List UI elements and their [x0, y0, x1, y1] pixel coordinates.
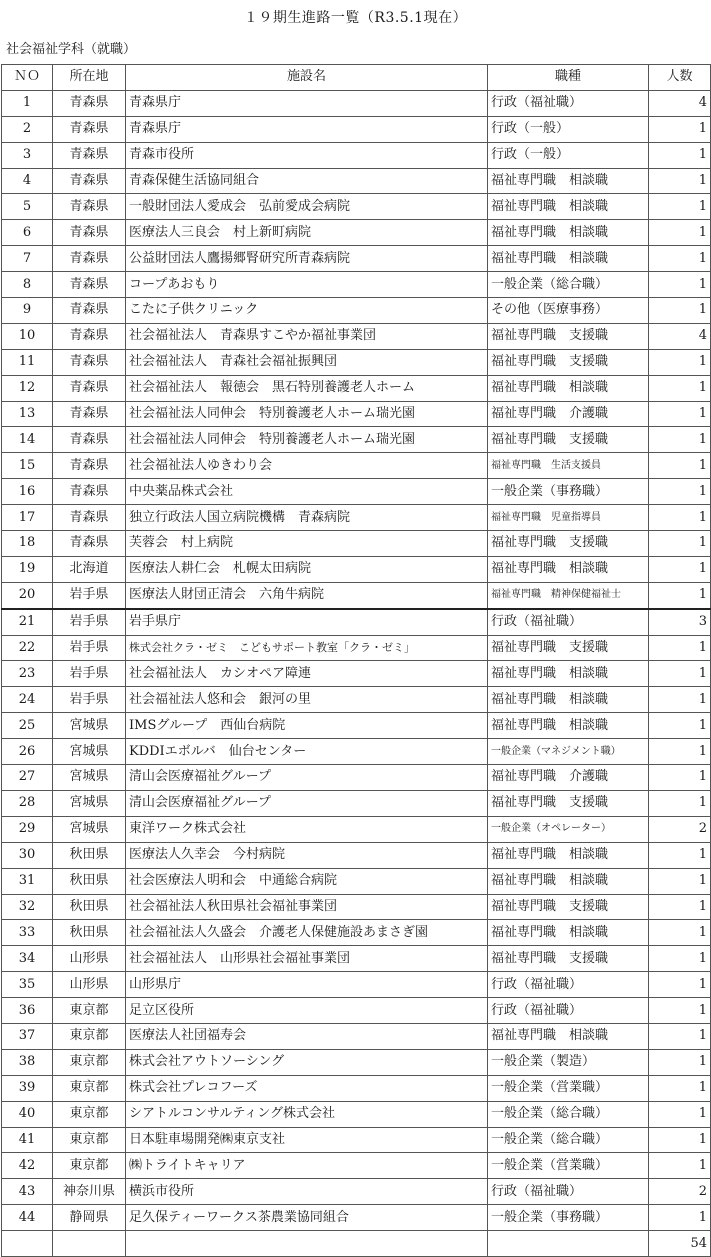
- row-facility: 株式会社プレコフーズ: [126, 1075, 488, 1101]
- row-count: 1: [649, 1153, 711, 1179]
- row-job-type: 一般企業（総合職）: [488, 272, 649, 298]
- row-job-type: 福祉専門職 相談職: [488, 661, 649, 687]
- row-job-type: 行政（福祉職）: [488, 1179, 649, 1205]
- row-count: 1: [649, 868, 711, 894]
- table-row: [2, 739, 711, 765]
- row-no: 22: [2, 635, 53, 661]
- row-job-type: 福祉専門職 相談職: [488, 842, 649, 868]
- row-count: 1: [649, 972, 711, 998]
- row-job-type: 福祉専門職 支援職: [488, 323, 649, 349]
- row-count: 1: [649, 635, 711, 661]
- row-facility: 青森保健生活協同組合: [126, 168, 488, 194]
- table-row: [2, 194, 711, 220]
- row-no: 16: [2, 479, 53, 505]
- row-facility: 一般財団法人愛成会 弘前愛成会病院: [126, 194, 488, 220]
- table-row: [2, 946, 711, 972]
- row-no: 4: [2, 168, 53, 194]
- row-location: 岩手県: [53, 687, 126, 713]
- row-job-type: 行政（福祉職）: [488, 609, 649, 635]
- row-facility: 東洋ワーク株式会社: [126, 816, 488, 842]
- table-row: [2, 816, 711, 842]
- table-header-row: [2, 65, 711, 91]
- row-facility: 足久保ティーワークス茶農業協同組合: [126, 1205, 488, 1231]
- table-row: [2, 323, 711, 349]
- row-job-type: 一般企業（総合職）: [488, 1101, 649, 1127]
- row-location: 東京都: [53, 1101, 126, 1127]
- row-facility: 社会福祉法人悠和会 銀河の里: [126, 687, 488, 713]
- row-location: 宮城県: [53, 713, 126, 739]
- row-count: 1: [649, 427, 711, 453]
- row-job-type: 行政（福祉職）: [488, 90, 649, 116]
- row-no: 6: [2, 220, 53, 246]
- row-location: 青森県: [53, 323, 126, 349]
- row-facility: 社会福祉法人ゆきわり会: [126, 453, 488, 479]
- row-job-type: 福祉専門職 相談職: [488, 713, 649, 739]
- row-location: 宮城県: [53, 739, 126, 765]
- table-row: [2, 713, 711, 739]
- row-job-type: 福祉専門職 相談職: [488, 920, 649, 946]
- row-job-type: 福祉専門職 相談職: [488, 194, 649, 220]
- row-job-type: 福祉専門職 相談職: [488, 556, 649, 582]
- total-empty-cell: [126, 1231, 488, 1257]
- header-no: ＮＯ: [2, 65, 53, 91]
- row-location: 東京都: [53, 1075, 126, 1101]
- section-subtitle: 社会福祉学科（就職）: [6, 42, 137, 57]
- row-no: 5: [2, 194, 53, 220]
- table-row: [2, 168, 711, 194]
- row-no: 14: [2, 427, 53, 453]
- row-job-type: 一般企業（営業職）: [488, 1075, 649, 1101]
- row-facility: こたに子供クリニック: [126, 298, 488, 324]
- row-job-type: 福祉専門職 精神保健福祉士: [488, 582, 649, 608]
- row-no: 10: [2, 323, 53, 349]
- row-location: 青森県: [53, 427, 126, 453]
- row-no: 23: [2, 661, 53, 687]
- table-row: [2, 609, 711, 635]
- row-facility: 社会福祉法人 報徳会 黒石特別養護老人ホーム: [126, 375, 488, 401]
- row-count: 1: [649, 946, 711, 972]
- row-no: 8: [2, 272, 53, 298]
- row-facility: 山形県庁: [126, 972, 488, 998]
- row-facility: IMSグループ 西仙台病院: [126, 713, 488, 739]
- table-row: [2, 1049, 711, 1075]
- row-job-type: 一般企業（事務職）: [488, 479, 649, 505]
- row-count: 1: [649, 765, 711, 791]
- row-count: 1: [649, 401, 711, 427]
- row-location: 秋田県: [53, 868, 126, 894]
- row-job-type: 一般企業（オペレーター）: [488, 816, 649, 842]
- row-location: 岩手県: [53, 609, 126, 635]
- row-job-type: 福祉専門職 相談職: [488, 220, 649, 246]
- row-location: 青森県: [53, 194, 126, 220]
- table-row: [2, 920, 711, 946]
- row-facility: 医療法人三良会 村上新町病院: [126, 220, 488, 246]
- table-row: [2, 453, 711, 479]
- row-location: 秋田県: [53, 894, 126, 920]
- row-count: 1: [649, 920, 711, 946]
- table-row: [2, 998, 711, 1024]
- row-facility: 社会福祉法人 青森社会福祉振興団: [126, 349, 488, 375]
- row-no: 36: [2, 998, 53, 1024]
- total-row: [2, 1231, 711, 1257]
- row-count: 1: [649, 842, 711, 868]
- row-facility: 株式会社クラ・ゼミ こどもサポート教室「クラ・ゼミ」: [126, 635, 488, 661]
- row-location: 青森県: [53, 168, 126, 194]
- row-location: 宮城県: [53, 765, 126, 791]
- row-no: 41: [2, 1127, 53, 1153]
- row-job-type: 福祉専門職 介護職: [488, 765, 649, 791]
- row-location: 青森県: [53, 479, 126, 505]
- row-location: 岩手県: [53, 661, 126, 687]
- row-facility: 芙蓉会 村上病院: [126, 531, 488, 557]
- row-location: 東京都: [53, 1049, 126, 1075]
- row-facility: 公益財団法人鷹揚郷腎研究所青森病院: [126, 246, 488, 272]
- row-no: 2: [2, 116, 53, 142]
- row-location: 岩手県: [53, 582, 126, 608]
- row-location: 山形県: [53, 972, 126, 998]
- row-facility: 独立行政法人国立病院機構 青森病院: [126, 505, 488, 531]
- row-location: 青森県: [53, 246, 126, 272]
- row-facility: 青森県庁: [126, 90, 488, 116]
- table-row: [2, 479, 711, 505]
- row-no: 12: [2, 375, 53, 401]
- row-job-type: 行政（福祉職）: [488, 998, 649, 1024]
- header-facility: 施設名: [126, 65, 488, 91]
- row-facility: 社会福祉法人久盛会 介護老人保健施設あまさぎ園: [126, 920, 488, 946]
- row-job-type: 一般企業（総合職）: [488, 1127, 649, 1153]
- row-count: 2: [649, 816, 711, 842]
- row-no: 26: [2, 739, 53, 765]
- row-facility: コープあおもり: [126, 272, 488, 298]
- table-row: [2, 661, 711, 687]
- row-no: 21: [2, 609, 53, 635]
- row-facility: 社会医療法人明和会 中通総合病院: [126, 868, 488, 894]
- row-no: 44: [2, 1205, 53, 1231]
- row-location: 東京都: [53, 998, 126, 1024]
- row-facility: ㈱トライトキャリア: [126, 1153, 488, 1179]
- table-row: [2, 635, 711, 661]
- row-job-type: 一般企業（製造）: [488, 1049, 649, 1075]
- table-row: [2, 220, 711, 246]
- row-facility: 青森市役所: [126, 142, 488, 168]
- row-count: 1: [649, 142, 711, 168]
- row-count: 1: [649, 272, 711, 298]
- table-row: [2, 349, 711, 375]
- row-count: 1: [649, 556, 711, 582]
- row-no: 33: [2, 920, 53, 946]
- row-facility: 社会福祉法人 カシオペア障連: [126, 661, 488, 687]
- row-location: 秋田県: [53, 920, 126, 946]
- row-facility: 岩手県庁: [126, 609, 488, 635]
- total-count: 54: [649, 1231, 711, 1257]
- row-no: 1: [2, 90, 53, 116]
- row-job-type: 福祉専門職 介護職: [488, 401, 649, 427]
- table-row: [2, 531, 711, 557]
- row-count: 1: [649, 1205, 711, 1231]
- row-job-type: 福祉専門職 相談職: [488, 868, 649, 894]
- table-row: [2, 1153, 711, 1179]
- row-no: 7: [2, 246, 53, 272]
- row-no: 24: [2, 687, 53, 713]
- row-count: 1: [649, 479, 711, 505]
- row-no: 32: [2, 894, 53, 920]
- table-row: [2, 246, 711, 272]
- row-count: 1: [649, 531, 711, 557]
- table-row: [2, 142, 711, 168]
- page-title: １９期生進路一覧（R3.5.1現在）: [243, 10, 468, 26]
- row-job-type: その他（医療事務）: [488, 298, 649, 324]
- row-no: 31: [2, 868, 53, 894]
- row-job-type: 福祉専門職 支援職: [488, 894, 649, 920]
- row-count: 1: [649, 1049, 711, 1075]
- row-no: 19: [2, 556, 53, 582]
- row-facility: 足立区役所: [126, 998, 488, 1024]
- row-location: 青森県: [53, 531, 126, 557]
- row-no: 15: [2, 453, 53, 479]
- row-no: 3: [2, 142, 53, 168]
- row-no: 11: [2, 349, 53, 375]
- row-location: 岩手県: [53, 635, 126, 661]
- row-location: 青森県: [53, 220, 126, 246]
- row-no: 30: [2, 842, 53, 868]
- table-row: [2, 298, 711, 324]
- row-job-type: 福祉専門職 相談職: [488, 168, 649, 194]
- table-row: [2, 1205, 711, 1231]
- row-no: 18: [2, 531, 53, 557]
- row-location: 東京都: [53, 1127, 126, 1153]
- row-location: 青森県: [53, 375, 126, 401]
- row-count: 1: [649, 713, 711, 739]
- row-location: 青森県: [53, 90, 126, 116]
- row-facility: 社会福祉法人秋田県社会福祉事業団: [126, 894, 488, 920]
- row-count: 1: [649, 246, 711, 272]
- row-no: 29: [2, 816, 53, 842]
- row-job-type: 福祉専門職 相談職: [488, 375, 649, 401]
- table-row: [2, 868, 711, 894]
- row-count: 3: [649, 609, 711, 635]
- row-job-type: 行政（一般）: [488, 142, 649, 168]
- row-facility: 社会福祉法人 山形県社会福祉事業団: [126, 946, 488, 972]
- row-no: 20: [2, 582, 53, 608]
- row-no: 28: [2, 790, 53, 816]
- row-count: 1: [649, 453, 711, 479]
- row-count: 1: [649, 194, 711, 220]
- row-facility: 医療法人社団福寿会: [126, 1023, 488, 1049]
- row-no: 39: [2, 1075, 53, 1101]
- row-location: 青森県: [53, 401, 126, 427]
- row-count: 1: [649, 739, 711, 765]
- row-facility: 青森県庁: [126, 116, 488, 142]
- row-location: 青森県: [53, 505, 126, 531]
- row-location: 北海道: [53, 556, 126, 582]
- table-row: [2, 1101, 711, 1127]
- row-location: 東京都: [53, 1153, 126, 1179]
- row-no: 25: [2, 713, 53, 739]
- table-row: [2, 427, 711, 453]
- row-count: 1: [649, 687, 711, 713]
- row-facility: 日本駐車場開発㈱東京支社: [126, 1127, 488, 1153]
- row-location: 青森県: [53, 142, 126, 168]
- table-row: [2, 1075, 711, 1101]
- row-facility: 社会福祉法人 青森県すこやか福祉事業団: [126, 323, 488, 349]
- row-facility: 清山会医療福祉グループ: [126, 765, 488, 791]
- row-count: 1: [649, 349, 711, 375]
- row-job-type: 福祉専門職 相談職: [488, 246, 649, 272]
- row-facility: シアトルコンサルティング株式会社: [126, 1101, 488, 1127]
- row-location: 青森県: [53, 116, 126, 142]
- row-job-type: 福祉専門職 相談職: [488, 687, 649, 713]
- row-count: 1: [649, 894, 711, 920]
- row-facility: 株式会社アウトソーシング: [126, 1049, 488, 1075]
- row-no: 42: [2, 1153, 53, 1179]
- row-count: 1: [649, 1101, 711, 1127]
- table-row: [2, 401, 711, 427]
- row-job-type: 福祉専門職 生活支援員: [488, 453, 649, 479]
- row-count: 1: [649, 220, 711, 246]
- career-table: [1, 64, 711, 1257]
- row-job-type: 福祉専門職 支援職: [488, 635, 649, 661]
- total-empty-cell: [488, 1231, 649, 1257]
- row-facility: 社会福祉法人同伸会 特別養護老人ホーム瑞光園: [126, 401, 488, 427]
- row-count: 4: [649, 90, 711, 116]
- row-no: 43: [2, 1179, 53, 1205]
- row-job-type: 行政（一般）: [488, 116, 649, 142]
- row-facility: KDDIエボルバ 仙台センター: [126, 739, 488, 765]
- row-no: 9: [2, 298, 53, 324]
- row-no: 37: [2, 1023, 53, 1049]
- row-count: 1: [649, 1127, 711, 1153]
- row-location: 東京都: [53, 1023, 126, 1049]
- row-facility: 社会福祉法人同伸会 特別養護老人ホーム瑞光園: [126, 427, 488, 453]
- table-row: [2, 556, 711, 582]
- table-row: [2, 765, 711, 791]
- row-job-type: 福祉専門職 支援職: [488, 427, 649, 453]
- row-facility: 清山会医療福祉グループ: [126, 790, 488, 816]
- row-count: 1: [649, 998, 711, 1024]
- row-facility: 医療法人耕仁会 札幌太田病院: [126, 556, 488, 582]
- row-job-type: 福祉専門職 支援職: [488, 790, 649, 816]
- table-row: [2, 375, 711, 401]
- row-job-type: 一般企業（営業職）: [488, 1153, 649, 1179]
- row-no: 27: [2, 765, 53, 791]
- row-count: 1: [649, 582, 711, 608]
- row-count: 1: [649, 1075, 711, 1101]
- row-job-type: 福祉専門職 相談職: [488, 1023, 649, 1049]
- row-no: 13: [2, 401, 53, 427]
- row-job-type: 福祉専門職 児童指導員: [488, 505, 649, 531]
- row-location: 神奈川県: [53, 1179, 126, 1205]
- table-row: [2, 842, 711, 868]
- row-facility: 中央薬品株式会社: [126, 479, 488, 505]
- row-no: 38: [2, 1049, 53, 1075]
- header-location: 所在地: [53, 65, 126, 91]
- row-count: 4: [649, 323, 711, 349]
- table-row: [2, 1023, 711, 1049]
- row-job-type: 福祉専門職 支援職: [488, 349, 649, 375]
- row-count: 1: [649, 790, 711, 816]
- total-empty-cell: [53, 1231, 126, 1257]
- row-facility: 医療法人財団正清会 六角牛病院: [126, 582, 488, 608]
- row-location: 山形県: [53, 946, 126, 972]
- row-location: 静岡県: [53, 1205, 126, 1231]
- table-row: [2, 972, 711, 998]
- row-location: 青森県: [53, 349, 126, 375]
- header-job-type: 職種: [488, 65, 649, 91]
- row-count: 2: [649, 1179, 711, 1205]
- row-location: 宮城県: [53, 790, 126, 816]
- header-count: 人数: [649, 65, 711, 91]
- table-row: [2, 90, 711, 116]
- row-count: 1: [649, 116, 711, 142]
- table-row: [2, 272, 711, 298]
- row-count: 1: [649, 1023, 711, 1049]
- table-row: [2, 582, 711, 608]
- row-location: 宮城県: [53, 816, 126, 842]
- row-job-type: 福祉専門職 支援職: [488, 946, 649, 972]
- row-location: 青森県: [53, 453, 126, 479]
- table-row: [2, 894, 711, 920]
- row-count: 1: [649, 168, 711, 194]
- row-count: 1: [649, 505, 711, 531]
- row-facility: 横浜市役所: [126, 1179, 488, 1205]
- row-no: 40: [2, 1101, 53, 1127]
- table-row: [2, 1127, 711, 1153]
- row-no: 17: [2, 505, 53, 531]
- row-count: 1: [649, 298, 711, 324]
- row-job-type: 一般企業（マネジメント職）: [488, 739, 649, 765]
- row-job-type: 福祉専門職 支援職: [488, 531, 649, 557]
- table-row: [2, 116, 711, 142]
- row-no: 35: [2, 972, 53, 998]
- row-job-type: 一般企業（事務職）: [488, 1205, 649, 1231]
- row-facility: 医療法人久幸会 今村病院: [126, 842, 488, 868]
- table-row: [2, 790, 711, 816]
- row-location: 秋田県: [53, 842, 126, 868]
- row-location: 青森県: [53, 272, 126, 298]
- row-location: 青森県: [53, 298, 126, 324]
- row-count: 1: [649, 375, 711, 401]
- table-row: [2, 1179, 711, 1205]
- total-empty-cell: [2, 1231, 53, 1257]
- row-job-type: 行政（福祉職）: [488, 972, 649, 998]
- table-row: [2, 505, 711, 531]
- table-row: [2, 687, 711, 713]
- row-count: 1: [649, 661, 711, 687]
- row-no: 34: [2, 946, 53, 972]
